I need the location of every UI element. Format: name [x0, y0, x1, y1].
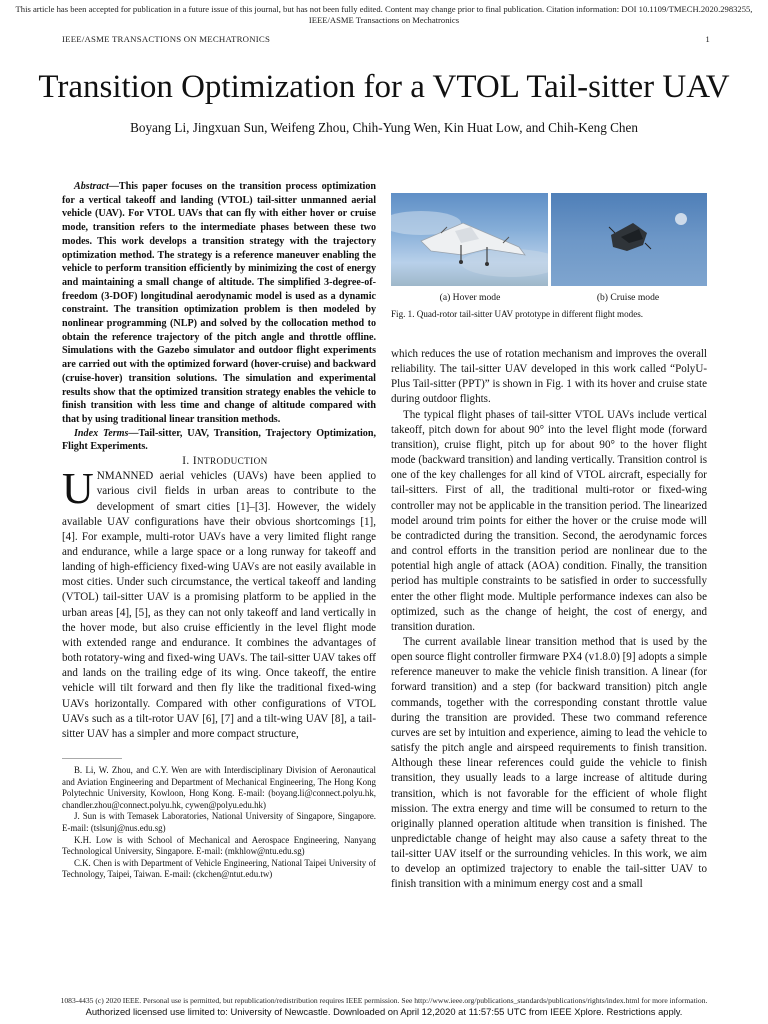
- journal-name: IEEE/ASME TRANSACTIONS ON MECHATRONICS: [62, 34, 271, 44]
- footnote-divider: [62, 758, 122, 759]
- section-numeral: I. I: [182, 455, 197, 468]
- footnote-affiliation-1: B. Li, W. Zhou, and C.Y. Wen are with Interdisciplinary Division of Aeronautical and Aviation Engineering and Department of Mechanical Engineering, The Hong Kong Polytechnic University, Kowloon, Hong Kong. E-mail: (boyang.li@connect.polyu.hk, chandler.zhou@connect.polyu.hk, cywen@polyu.edu.hk): [62, 765, 376, 810]
- cruise-mode-photo: [551, 193, 708, 286]
- footnote-affiliation-3: K.H. Low is with School of Mechanical and Aerospace Engineering, Nanyang Technological University, Singapore. E-mail: (mkhlow@ntu.edu.sg): [62, 834, 376, 857]
- intro-paragraph: [62, 464, 376, 742]
- figure-1: [391, 193, 707, 320]
- left-column: [62, 180, 376, 881]
- paper-title: Transition Optimization for a VTOL Tail-sitter UAV: [38, 69, 730, 105]
- index-terms-text: —Tail-sitter, UAV, Transition, Trajectory Optimization, Flight Experiments.: [62, 427, 376, 453]
- paragraph: which reduces the use of rotation mechanism and improves the overall reliability. The tail-sitter UAV developed in this work called “PolyU-Plus Tail-sitter (PPT)” is shown in Fig. 1 with its hover and cruise state during outdoor flights.: [391, 348, 707, 406]
- page-number: 1: [705, 34, 710, 44]
- hover-mode-photo: [391, 193, 548, 286]
- subcaption-cruise: (b) Cruise mode: [596, 292, 660, 303]
- footnote-affiliation-4: C.K. Chen is with Department of Vehicle Engineering, National Taipei University of Technology, Taipei, Taiwan. E-mail: (ckchen@ntut.edu.tw): [62, 857, 376, 880]
- abstract-label: Abstract: [74, 181, 109, 192]
- abstract-text: —This paper focuses on the transition process optimization for a vertical takeoff and landing (VTOL) tail-sitter unmanned aerial vehicle (UAV). For VTOL UAVs that can fly with either hover or cruise mode, transition refers to the intermediate phases between these two modes. This work develops a transition strategy with the trajectory optimization method. The strategy is a reference maneuver enabling the vehicle to perform transition efficiently by minimizing the cost of energy and maintaining a small change of altitude. The simplified 3-degree-of-freedom (3-DOF) longitudinal aerodynamic model is used as a dynamic constraint. The transition optimization problem is then modeled by nonlinear programming (NLP) and solved by the collocation method to obtain the reference trajectory of the pitch angle and throttle offline. Simulations with the Gazebo simulator and outdoor flight experiments are carried out with the optimized forward (hover-cruise) and backward (cruise-hover) transition solutions. The simulation and experimental results show that the optimized transition strategy enables the vehicle to finish transition with less time and change of altitude compared with that by using traditional linear transition methods.: [62, 181, 376, 425]
- paragraph: The current available linear transition method that is used by the open source flight controller firmware PX4 (v1.8.0) [9] adopts a simple reference maneuver to make the vehicle finish transition. A linear (for forward transition) and a step (for backward transition) pitch angle commands, together with the corresponding constant throttle value during the transition are provided. These two command reference curves are set by intuition and experience, aiming to lead the vehicle to satisfy the pitch angle and airspeed requirements to finish transition. Although these linear references could guide the vehicle to finish transition, they usually leads to a large increase of altitude during transition, which is not favorable for the efficient of whole flight mission. The extra energy and time will be consumed to return to the originally planned operation altitude when transition is finished. The unpredictable change of height may also cause a safety threat to the tail-sitter UAV itself or the surrounding vehicles. In this work, we aim to develop an optimized trajectory to enable the tail-sitter UAV to finish transition with a minimum energy cost and a small: [391, 635, 707, 891]
- uav-cruise-illustration: [551, 193, 708, 286]
- copyright-notice: 1083-4435 (c) 2020 IEEE. Personal use is permitted, but republication/redistribution requires IEEE permission. See http://www.ieee.org/publications_standards/publications/rights/index.html for more information.: [60, 996, 708, 1005]
- subcaption-hover: (a) Hover mode: [439, 292, 501, 303]
- index-terms-label: Index Terms: [74, 427, 129, 439]
- footnote-affiliation-2: J. Sun is with Temasek Laboratories, National University of Singapore, Singapore. E-mail: (tslsunj@nus.edu.sg): [62, 811, 376, 833]
- running-header: [62, 34, 710, 44]
- dropcap: U: [62, 464, 94, 514]
- figure-subcaptions: [391, 292, 707, 303]
- prepublication-notice: This article has been accepted for publication in a future issue of this journal, but has not been fully edited. Content may change prior to final publication. Citation information: DOI 10.1109/TMECH.2020.2983255, IEEE/ASME Transactions on Mechatronics: [15, 4, 753, 25]
- license-notice: Authorized licensed use limited to: University of Newcastle. Downloaded on April 12,2020 at 11:57:55 UTC from IEEE Xplore. Restrictions apply.: [85, 1006, 683, 1017]
- paragraph: The typical flight phases of tail-sitter VTOL UAVs include vertical takeoff, pitch down for about 90° into the level flight mode (forward transition), cruise flight, pitch up for about 90° to the hover flight mode (backward transition) and landing vertically. Transition control is one of the key challenges for all kind of VTOL aircraft, especially for tail-sitters. First of all, the traditional multi-rotor or fixed-wing controller may not be applicable in the transition period. The linearized model around trim points for either the hover or the cruise mode will be contradicted during the transition. Second, the aerodynamic forces and control efforts in the transition period are nonlinear due to the potential high angle of attack (AOA) condition. Finally, the transition period has multiple constraints to be satisfied in order to successfully enter the other flight mode. Multiple performance indexes can also be optimized, such as the change of height, the cost of energy, and transition duration.: [391, 408, 707, 633]
- section-title: NTRODUCTION: [196, 456, 268, 467]
- abstract: [62, 180, 376, 427]
- intro-text: aerial vehicles (UAVs) have been applied to various civil fields in urban areas to contribute to the development of smart cities [1]–[3]. However, the widely available UAV configurations have their obvious shortcomings [1], [4]. For example, multi-rotor UAVs have a very limited flight range and endurance, while a large space or a long runway for takeoff and landing of high-efficiency fixed-wing UAVs are not easily available in most cities. Under such circumstance, the vertical takeoff and landing (VTOL) tail-sitter UAV is a promising platform to be applied in the urban areas [4], [5], as they can not only takeoff and land vertically in the hover mode, but also cruise efficiently in the level flight mode with extended range and endurance. It combines the advantages of both rotatory-wing and fixed-wing UAVs. The tail-sitter UAV takes off and lands on the trailing edge of its wing. Once takeoff, the entire vehicle will tilt forward and then fly like the traditional fixed-wing UAVs horizontally. Compared with other configurations of VTOL UAVs such as a tilt-rotor UAV [6], [7] and a tilt-wing UAV [8], a tail-sitter UAV has a simpler and more compact structure,: [62, 470, 376, 740]
- right-column: [391, 347, 707, 893]
- first-word: NMANNED: [96, 470, 154, 483]
- uav-hover-illustration: [391, 193, 548, 286]
- figure-caption: Fig. 1. Quad-rotor tail-sitter UAV prototype in different flight modes.: [391, 309, 644, 319]
- figure-photos: [391, 193, 707, 286]
- section-heading: [62, 454, 376, 469]
- author-list: Boyang Li, Jingxuan Sun, Weifeng Zhou, Chih-Yung Wen, Kin Huat Low, and Chih-Keng Chen: [130, 120, 638, 135]
- index-terms: [62, 427, 376, 454]
